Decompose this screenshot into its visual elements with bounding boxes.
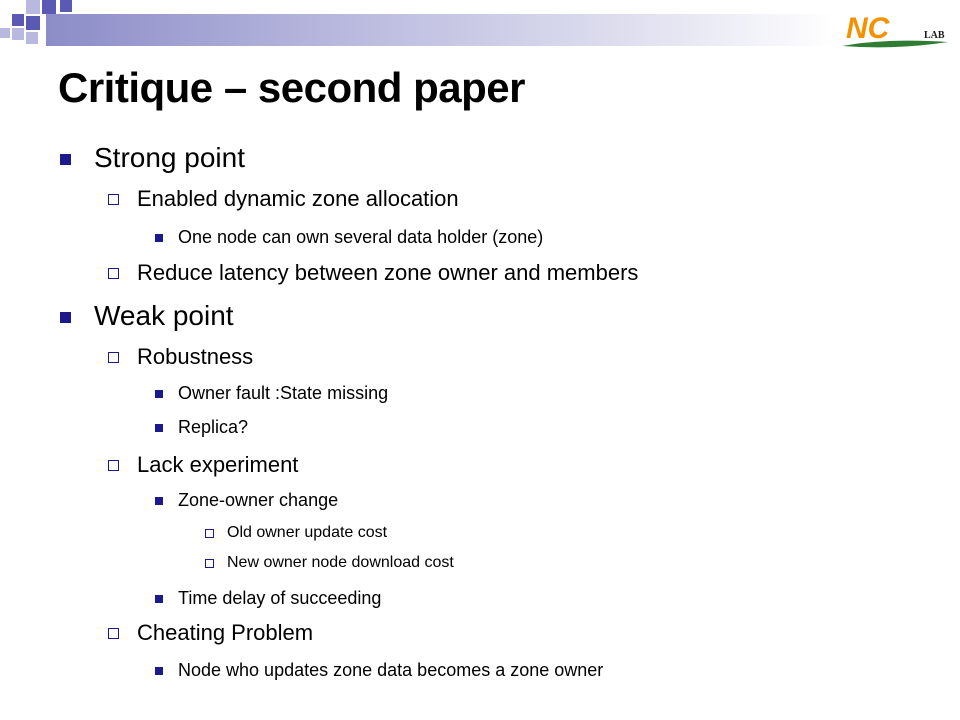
- bullet-level3: Replica?: [178, 417, 249, 437]
- bullet-level3: One node can own several data holder (zone): [178, 227, 544, 247]
- bullet-level2: Enabled dynamic zone allocation: [137, 186, 459, 211]
- bullet-level2: Lack experiment: [137, 452, 299, 477]
- decor-square: [12, 14, 24, 26]
- slide-title: Critique – second paper: [58, 64, 525, 111]
- decor-square: [60, 0, 72, 12]
- bullet-level2: Cheating Problem: [137, 620, 314, 645]
- bullet-level3: Owner fault :State missing: [178, 383, 389, 403]
- bullet-level1: Strong point: [94, 142, 245, 173]
- bullet-hollow-square-icon: [108, 268, 119, 279]
- bullet-square-icon: [155, 497, 163, 505]
- bullet-square-icon: [155, 667, 163, 675]
- bullet-hollow-square-icon: [205, 559, 214, 568]
- bullet-square-icon: [155, 234, 163, 242]
- bullet-hollow-square-icon: [108, 460, 119, 471]
- decor-square: [42, 0, 56, 14]
- bullet-level3: Time delay of succeeding: [178, 588, 382, 608]
- nc-lab-logo: [836, 6, 956, 54]
- bullet-hollow-square-icon: [108, 194, 119, 205]
- bullet-level2: Reduce latency between zone owner and members: [137, 260, 639, 285]
- bullet-level4: New owner node download cost: [227, 554, 454, 571]
- logo-suffix: LAB: [924, 30, 945, 41]
- logo-letters: NC: [846, 12, 890, 45]
- bullet-level4: Old owner update cost: [227, 524, 388, 541]
- bullet-square-icon: [155, 595, 163, 603]
- bullet-square-icon: [60, 154, 71, 165]
- bullet-square-icon: [155, 390, 163, 398]
- bullet-level1: Weak point: [94, 300, 234, 331]
- bullet-hollow-square-icon: [108, 352, 119, 363]
- bullet-level3: Zone-owner change: [178, 490, 339, 510]
- decor-square: [26, 32, 38, 44]
- bullet-square-icon: [60, 312, 71, 323]
- bullet-hollow-square-icon: [205, 529, 214, 538]
- decor-square: [26, 0, 40, 14]
- decor-square: [0, 28, 10, 38]
- decor-square: [12, 28, 24, 40]
- bullet-square-icon: [155, 424, 163, 432]
- bullet-level2: Robustness: [137, 344, 254, 369]
- bullet-level3: Node who updates zone data becomes a zone owner: [178, 660, 604, 680]
- decor-square: [26, 16, 40, 30]
- header-gradient-bar: [46, 14, 836, 46]
- bullet-hollow-square-icon: [108, 628, 119, 639]
